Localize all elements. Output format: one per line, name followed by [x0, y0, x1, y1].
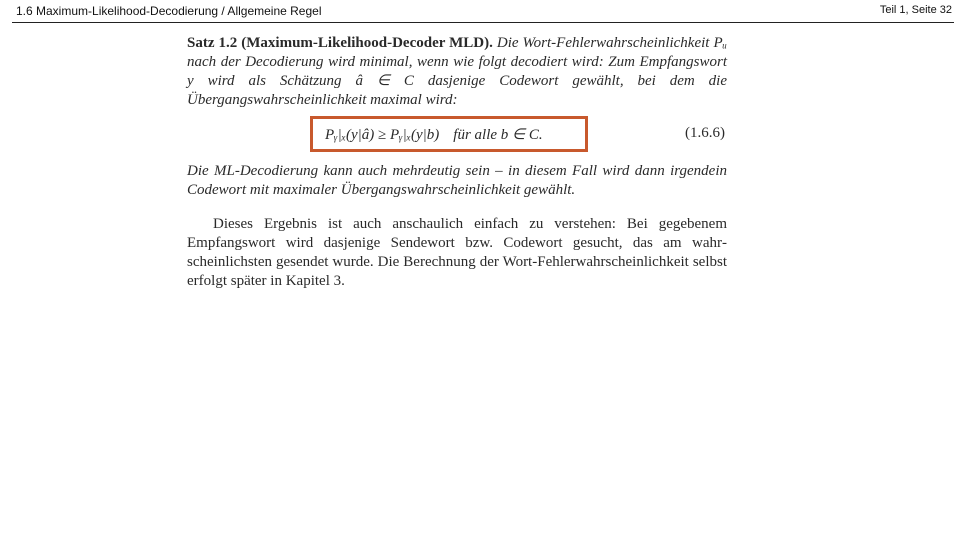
header-divider — [12, 22, 954, 23]
remark: Die ML-Decodierung kann auch mehrdeutig sein – in diesem Fall wird dann irgendein Codewort mit maximaler Übergangswahrscheinlichkeit gewählt. — [187, 163, 727, 198]
body-paragraph: Dieses Ergebnis ist auch anschaulich einfach zu verstehen: Bei gegebenem Empfangswort wird dasjenige Sendewort bzw. Codewort gesucht, das am wahrscheinlichsten gesendet wurde. Die Berechnung der Wort-Fehlerwahrscheinlichkeit selbst erfolgt später in Kapitel 3. — [187, 216, 727, 289]
equation — [325, 126, 543, 145]
document-excerpt — [187, 34, 727, 306]
theorem-heading: Satz 1.2 (Maximum-Likelihood-Decoder MLD). — [187, 35, 493, 51]
theorem — [187, 34, 727, 110]
page-indicator: Teil 1, Seite 32 — [879, 4, 952, 16]
equation-number: (1.6.6) — [685, 125, 725, 141]
equation-highlight-box — [310, 116, 588, 152]
equation-formula: Pᵧ|ₓ(y|â) ≥ Pᵧ|ₓ(y|b) — [325, 127, 440, 143]
equation-row — [187, 116, 727, 160]
equation-condition: für alle b ∈ C. — [453, 127, 543, 143]
theorem-body: Die Wort-Fehlerwahrscheinlichkeit Pᵤ nach der Decodierung wird minimal, wenn wie folgt decodiert wird: Zum Empfangswort y wird als Schätzung â ∈ C dasjenige Codewort gewählt, bei dem die Übergangswahrscheinlichkeit maximal wird: — [187, 35, 728, 108]
slide-header — [0, 0, 960, 24]
slide-title: 1.6 Maximum-Likelihood-Decodierung / Allgemeine Regel — [16, 4, 322, 18]
